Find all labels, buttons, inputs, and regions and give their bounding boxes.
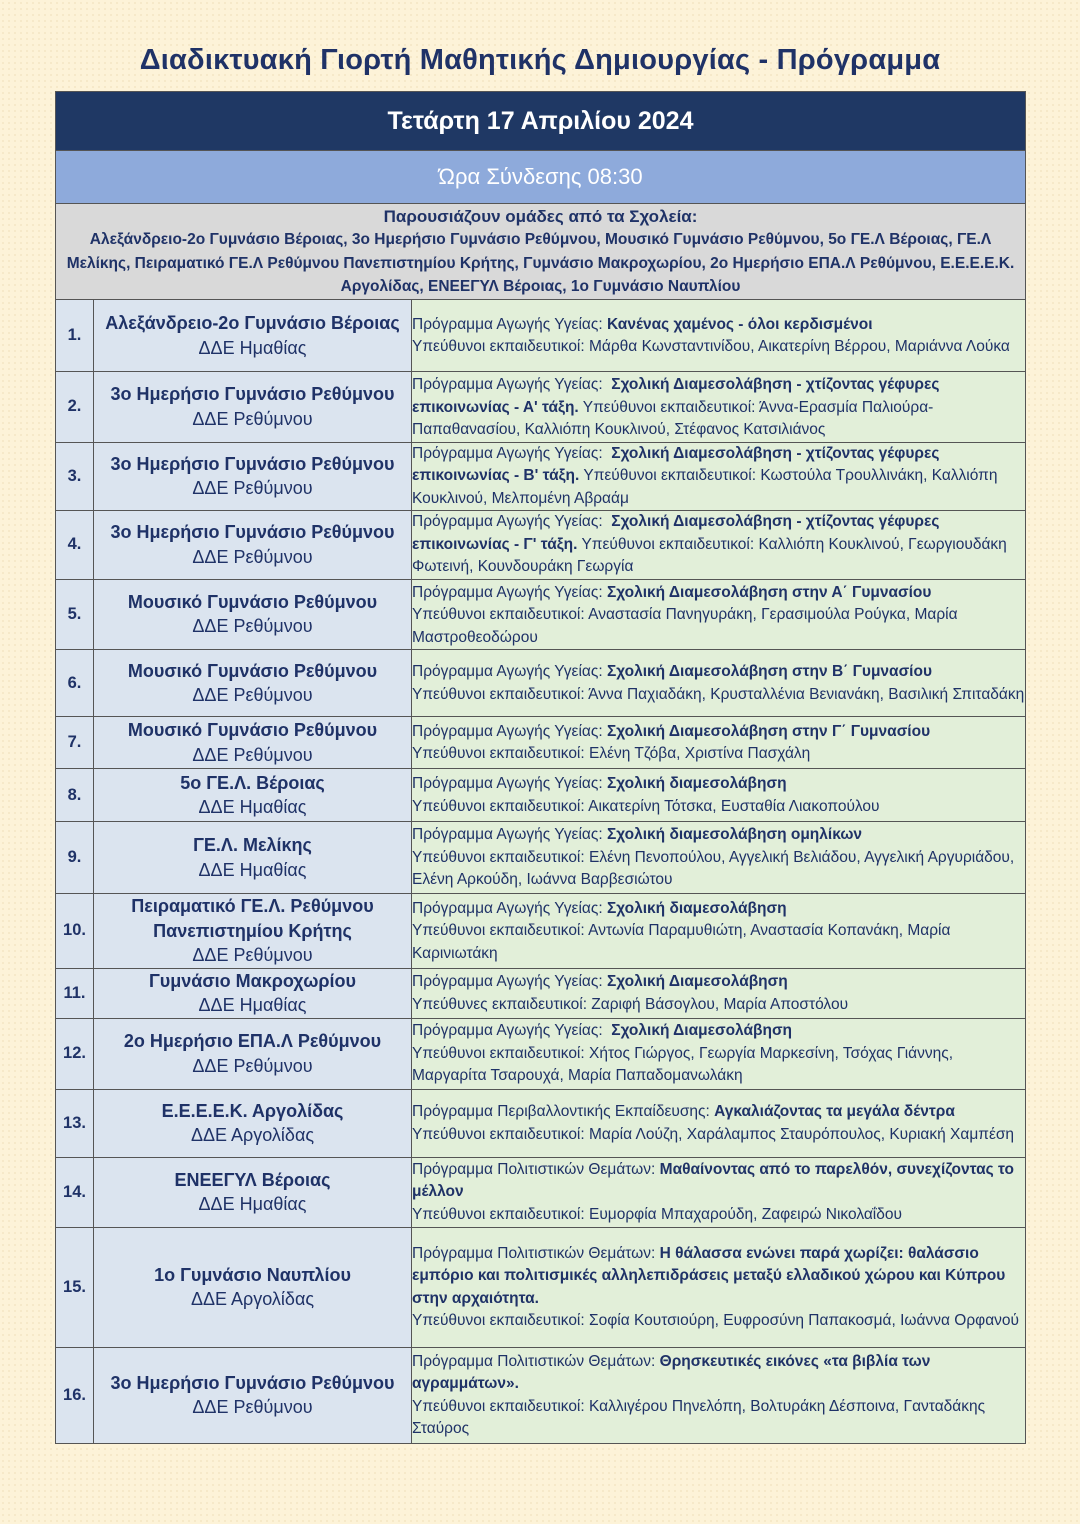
program-topic: Αγκαλιάζοντας τα μεγάλα δέντρα — [714, 1103, 955, 1120]
row-number: 1. — [56, 300, 94, 372]
table-row — [56, 511, 1026, 580]
row-number: 7. — [56, 717, 94, 769]
school-cell — [94, 300, 412, 372]
program-topic: Σχολική διαμεσολάβηση — [606, 775, 787, 792]
school-directorate: ΔΔΕ Ρεθύμνου — [192, 685, 313, 705]
program-topic: Κανένας χαμένος - όλοι κερδισμένοι — [606, 315, 873, 333]
school-name: ΓΕ.Λ. Μελίκης — [193, 835, 312, 855]
schools-row — [56, 204, 1026, 300]
row-number: 6. — [56, 650, 94, 717]
program-topic: Σχολική Διαμεσολάβηση — [606, 973, 788, 990]
school-directorate: ΔΔΕ Αργολίδας — [190, 1125, 315, 1145]
school-name: 3ο Ημερήσιο Γυμνάσιο Ρεθύμνου — [110, 384, 395, 405]
row-number: 3. — [56, 442, 94, 511]
program-topic: Σχολική Διαμεσολάβηση στην Α΄ Γυμνασίου — [606, 583, 932, 601]
program-type: Πρόγραμμα Πολιτιστικών Θεμάτων: — [412, 1244, 660, 1262]
program-cell — [412, 300, 1026, 372]
program-topic: Σχολική διαμεσολάβηση — [606, 899, 787, 917]
program-topic: Σχολική Διαμεσολάβηση - χτίζοντας γέφυρες επικοινωνίας - Α' τάξη. — [412, 376, 940, 416]
row-number: 2. — [56, 372, 94, 443]
date-row — [56, 92, 1026, 151]
program-teachers: Υπεύθυνοι εκπαιδευτικοί: Ευμορφία Μπαχαρούδη, Ζαφειρώ Νικολαΐδου — [412, 1205, 902, 1223]
program-type: Πρόγραμμα Αγωγής Υγείας: — [412, 826, 607, 844]
program-cell — [412, 894, 1026, 969]
row-number: 11. — [56, 968, 94, 1018]
program-teachers: Υπεύθυνοι εκπαιδευτικοί: Καλλιγέρου Πηνελόπη, Βολτυράκη Δέσποινα, Γανταδάκης Σταύρος — [412, 1397, 986, 1437]
program-cell — [412, 579, 1026, 650]
school-cell — [94, 717, 412, 769]
connection-time: Ώρα Σύνδεσης 08:30 — [56, 151, 1026, 204]
program-cell — [412, 1018, 1026, 1089]
school-directorate: ΔΔΕ Ημαθίας — [198, 995, 307, 1015]
school-cell — [94, 650, 412, 717]
program-type: Πρόγραμμα Αγωγής Υγείας: — [412, 583, 607, 601]
program-teachers: Υπεύθυνοι εκπαιδευτικοί: Κωστούλα Τρουλλινάκη, Καλλιόπη Κουκλινού, Μελπομένη Αβραάμ — [412, 467, 998, 507]
school-directorate: ΔΔΕ Ημαθίας — [198, 337, 307, 358]
program-cell — [412, 968, 1026, 1018]
school-name: Πειραματικό ΓΕ.Λ. Ρεθύμνου Πανεπιστημίου Κρήτης — [131, 896, 374, 941]
school-name: 1ο Γυμνάσιο Ναυπλίου — [154, 1264, 351, 1285]
school-cell — [94, 1347, 412, 1443]
program-cell — [412, 717, 1026, 769]
table-row — [56, 1347, 1026, 1443]
program-cell — [412, 1347, 1026, 1443]
program-type: Πρόγραμμα Αγωγής Υγείας: — [412, 973, 607, 990]
program-type: Πρόγραμμα Αγωγής Υγείας: — [412, 899, 607, 917]
program-teachers: Υπεύθυνοι εκπαιδευτικοί: Χήτος Γιώργος, Γεωργία Μαρκεσίνη, Τσόχας Γιάννης, Μαργαρίτα Τσαρουχά, Μαρία Παπαδομανωλάκη — [412, 1044, 953, 1085]
table-row — [56, 822, 1026, 894]
program-cell — [412, 650, 1026, 717]
table-row — [56, 1157, 1026, 1227]
program-topic: Σχολική Διαμεσολάβηση - χτίζοντας γέφυρες επικοινωνίας - Β' τάξη. — [412, 444, 940, 484]
table-row — [56, 769, 1026, 822]
program-type: Πρόγραμμα Αγωγής Υγείας: — [412, 775, 607, 792]
program-type: Πρόγραμμα Αγωγής Υγείας: — [412, 1022, 612, 1040]
program-cell — [412, 511, 1026, 580]
program-teachers: Υπεύθυνοι εκπαιδευτικοί: Αντωνία Παραμυθιώτη, Αναστασία Κοπανάκη, Μαρία Καρινιωτάκη — [412, 922, 951, 962]
schools-summary — [56, 204, 1026, 300]
row-number: 15. — [56, 1227, 94, 1347]
program-topic: Σχολική Διαμεσολάβηση — [611, 1022, 793, 1040]
school-cell — [94, 968, 412, 1018]
program-cell — [412, 372, 1026, 443]
row-number: 5. — [56, 579, 94, 650]
row-number: 9. — [56, 822, 94, 894]
school-name: Μουσικό Γυμνάσιο Ρεθύμνου — [127, 591, 378, 612]
table-row — [56, 579, 1026, 650]
program-cell — [412, 1227, 1026, 1347]
program-topic: Σχολική διαμεσολάβηση ομηλίκων — [606, 826, 863, 844]
program-cell — [412, 769, 1026, 822]
school-directorate: ΔΔΕ Ρεθύμνου — [192, 1055, 313, 1076]
row-number: 14. — [56, 1157, 94, 1227]
school-cell — [94, 1089, 412, 1157]
school-directorate: ΔΔΕ Ρεθύμνου — [192, 616, 313, 637]
school-name: 3ο Ημερήσιο Γυμνάσιο Ρεθύμνου — [110, 522, 395, 543]
school-directorate: ΔΔΕ Ημαθίας — [198, 859, 307, 880]
school-name: 2ο Ημερήσιο ΕΠΑ.Λ Ρεθύμνου — [123, 1031, 382, 1051]
school-cell — [94, 442, 412, 511]
program-teachers: Υπεύθυνοι εκπαιδευτικοί: Μαρία Λούζη, Χαράλαμπος Σταυρόπουλος, Κυριακή Χαμπέση — [412, 1125, 1015, 1143]
program-type: Πρόγραμμα Αγωγής Υγείας: — [412, 663, 607, 680]
program-teachers: Υπεύθυνοι εκπαιδευτικοί: Ελένη Πενοπούλου, Αγγελική Βελιάδου, Αγγελική Αργυριάδου, Ελένη Αρκούδη, Ιωάννα Βαρβεσιώτου — [412, 848, 1015, 889]
school-directorate: ΔΔΕ Ρεθύμνου — [192, 744, 313, 765]
school-name: Μουσικό Γυμνάσιο Ρεθύμνου — [127, 660, 378, 681]
page-title: Διαδικτυακή Γιορτή Μαθητικής Δημιουργίας - Πρόγραμμα — [139, 44, 941, 76]
school-cell — [94, 822, 412, 894]
table-row — [56, 300, 1026, 372]
school-cell — [94, 1018, 412, 1089]
table-row — [56, 968, 1026, 1018]
table-row — [56, 442, 1026, 511]
school-cell — [94, 1157, 412, 1227]
school-name: Ε.Ε.Ε.Ε.Κ. Αργολίδας — [161, 1100, 344, 1121]
program-type: Πρόγραμμα Περιβαλλοντικής Εκπαίδευσης: — [412, 1103, 715, 1120]
school-cell — [94, 769, 412, 822]
program-topic: Σχολική Διαμεσολάβηση στην Γ΄ Γυμνασίου — [606, 722, 931, 740]
program-cell — [412, 822, 1026, 894]
program-type: Πρόγραμμα Αγωγής Υγείας: — [412, 315, 607, 333]
program-teachers: Υπεύθυνες εκπαιδευτικοί: Ζαριφή Βάσογλου, Μαρία Αποστόλου — [412, 995, 849, 1013]
school-name: Γυμνάσιο Μακροχωρίου — [148, 970, 357, 991]
school-directorate: ΔΔΕ Ρεθύμνου — [192, 408, 313, 429]
row-number: 16. — [56, 1347, 94, 1443]
table-row — [56, 1018, 1026, 1089]
table-row — [56, 1089, 1026, 1157]
school-directorate: ΔΔΕ Ημαθίας — [198, 797, 307, 817]
row-number: 10. — [56, 894, 94, 969]
program-type: Πρόγραμμα Πολιτιστικών Θεμάτων: — [412, 1352, 660, 1370]
school-name: Μουσικό Γυμνάσιο Ρεθύμνου — [127, 720, 378, 740]
program-teachers: Υπεύθυνοι εκπαιδευτικοί: Καλλιόπη Κουκλινού, Γεωργιουδάκη Φωτεινή, Κουνδουράκη Γεωργία — [412, 535, 1007, 575]
school-cell — [94, 1227, 412, 1347]
program-type: Πρόγραμμα Πολιτιστικών Θεμάτων: — [412, 1160, 660, 1178]
program-type: Πρόγραμμα Αγωγής Υγείας: — [412, 513, 612, 530]
table-row — [56, 894, 1026, 969]
event-date: Τετάρτη 17 Απριλίου 2024 — [56, 92, 1026, 151]
program-cell — [412, 1157, 1026, 1227]
table-row — [56, 650, 1026, 717]
school-name: ΕΝΕΕΓΥΛ Βέροιας — [174, 1169, 331, 1190]
school-directorate: ΔΔΕ Αργολίδας — [190, 1289, 315, 1309]
school-directorate: ΔΔΕ Ρεθύμνου — [192, 945, 313, 965]
program-type: Πρόγραμμα Αγωγής Υγείας: — [412, 722, 607, 740]
school-directorate: ΔΔΕ Ρεθύμνου — [192, 478, 313, 499]
program-table — [55, 91, 1026, 1444]
program-type: Πρόγραμμα Αγωγής Υγείας: — [412, 444, 612, 462]
schools-list: Αλεξάνδρειο-2ο Γυμνάσιο Βέροιας, 3ο Ημερήσιο Γυμνάσιο Ρεθύμνου, Μουσικό Γυμνάσιο Ρεθύμνου, 5ο ΓΕ.Λ Βέροιας, ΓΕ.Λ Μελίκης, Πειραματικό ΓΕ.Λ Ρεθύμνου Πανεπιστημίου Κρήτης, Γυμνάσιο Μακροχωρίου, 2ο Ημερήσιο ΕΠΑ.Λ Ρεθύμνου, Ε.Ε.Ε.Ε.Κ. Αργολίδας, ΕΝΕΕΓΥΛ Βέροιας, 1ο Γυμνάσιο Ναυπλίου — [66, 231, 1015, 295]
program-type: Πρόγραμμα Αγωγής Υγείας: — [412, 376, 612, 393]
program-cell — [412, 442, 1026, 511]
program-teachers: Υπεύθυνοι εκπαιδευτικοί: Σοφία Κουτσιούρη, Ευφροσύνη Παπακοσμά, Ιωάννα Ορφανού — [412, 1312, 1019, 1329]
table-row — [56, 1227, 1026, 1347]
school-name: 3ο Ημερήσιο Γυμνάσιο Ρεθύμνου — [110, 453, 395, 474]
row-number: 8. — [56, 769, 94, 822]
row-number: 12. — [56, 1018, 94, 1089]
program-topic: Σχολική Διαμεσολάβηση - χτίζοντας γέφυρες επικοινωνίας - Γ' τάξη. — [412, 513, 940, 553]
row-number: 13. — [56, 1089, 94, 1157]
table-row — [56, 717, 1026, 769]
school-name: 3ο Ημερήσιο Γυμνάσιο Ρεθύμνου — [110, 1372, 395, 1393]
row-number: 4. — [56, 511, 94, 580]
school-cell — [94, 372, 412, 443]
school-cell — [94, 894, 412, 969]
program-cell — [412, 1089, 1026, 1157]
schools-heading: Παρουσιάζουν ομάδες από τα Σχολεία: — [383, 206, 698, 226]
table-row — [56, 372, 1026, 443]
school-cell — [94, 511, 412, 580]
program-topic: Μαθαίνοντας από το παρελθόν, συνεχίζοντας το μέλλον — [412, 1160, 1014, 1201]
school-directorate: ΔΔΕ Ρεθύμνου — [192, 546, 313, 567]
program-topic: Η θάλασσα ενώνει παρά χωρίζει: θαλάσσιο εμπόριο και πολιτισμικές αλληλεπιδράσεις μεταξύ ελλαδικού χώρου και Κύπρου στην αρχαιότητα. — [412, 1244, 1006, 1307]
program-teachers: Υπεύθυνοι εκπαιδευτικοί: Αναστασία Πανηγυράκη, Γερασιμούλα Ρούγκα, Μαρία Μαστροθεοδώρου — [412, 606, 958, 646]
program-topic: Θρησκευτικές εικόνες «τα βιβλία των αγραμμάτων». — [412, 1352, 931, 1392]
school-cell — [94, 579, 412, 650]
school-name: Αλεξάνδρειο-2ο Γυμνάσιο Βέροιας — [105, 313, 400, 333]
program-teachers: Υπεύθυνοι εκπαιδευτικοί: Αικατερίνη Τότσκα, Ευσταθία Λιακοπούλου — [412, 797, 880, 815]
program-teachers: Υπεύθυνοι εκπαιδευτικοί: Άννα Παχιαδάκη, Κρυσταλλένια Βενιανάκη, Βασιλική Σπιταδάκη — [412, 685, 1025, 703]
program-teachers: Υπεύθυνοι εκπαιδευτικοί: Άννα-Ερασμία Παλιούρα-Παπαθανασίου, Καλλιόπη Κουκλινού, Στέφανος Κατσιλιάνος — [412, 398, 934, 438]
program-teachers: Υπεύθυνοι εκπαιδευτικοί: Ελένη Τζόβα, Χριστίνα Πασχάλη — [412, 745, 811, 762]
time-row — [56, 151, 1026, 204]
program-topic: Σχολική Διαμεσολάβηση στην Β΄ Γυμνασίου — [606, 663, 932, 680]
school-name: 5ο ΓΕ.Λ. Βέροιας — [180, 772, 325, 793]
school-directorate: ΔΔΕ Ημαθίας — [198, 1194, 307, 1214]
school-directorate: ΔΔΕ Ρεθύμνου — [192, 1397, 313, 1417]
program-teachers: Υπεύθυνοι εκπαιδευτικοί: Μάρθα Κωνσταντινίδου, Αικατερίνη Βέρρου, Μαριάννα Λούκα — [412, 338, 1010, 355]
